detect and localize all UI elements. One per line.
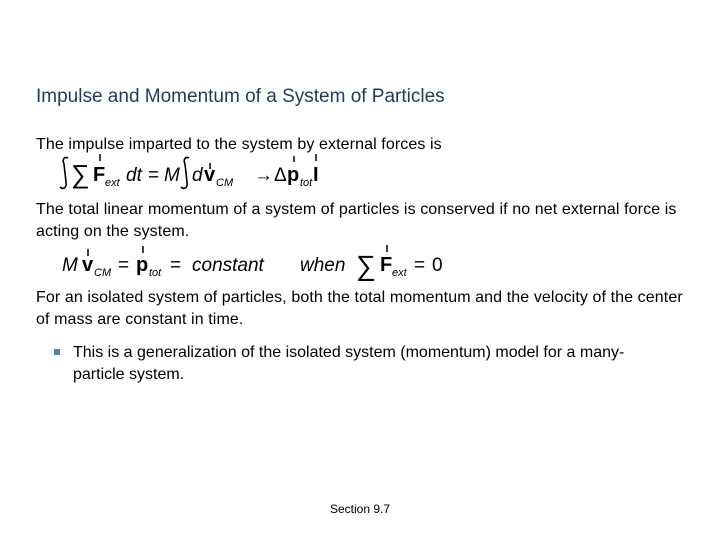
slide-title: Impulse and Momentum of a System of Particles: [36, 86, 445, 107]
bullet-item: [54, 342, 674, 386]
sum-sign: ∑: [71, 159, 90, 189]
mass-symbol: M: [62, 255, 78, 276]
impulse-statement: The impulse imparted to the system by external forces is: [36, 136, 442, 153]
integral-sign: [60, 157, 68, 188]
isolated-system-statement: For an isolated system of particles, both the total momentum and the velocity of the center of mass are constant in time.: [36, 289, 683, 328]
velocity-symbol: v: [204, 164, 216, 186]
zero-value: 0: [432, 255, 443, 276]
equals-sign-2: =: [170, 255, 182, 276]
conservation-equation: [60, 242, 460, 282]
dt-symbol: dt: [126, 165, 142, 186]
bullet-square-icon: [54, 349, 60, 355]
force-symbol: F: [93, 164, 106, 186]
cm-subscript: CM: [94, 267, 112, 279]
section-footer: Section 9.7: [329, 502, 391, 516]
impulse-symbol: I: [313, 164, 319, 186]
momentum-symbol: p: [287, 164, 300, 186]
momentum-symbol: p: [136, 254, 149, 276]
ext-subscript: ext: [105, 177, 120, 189]
mass-symbol: M: [164, 165, 180, 186]
constant-word: constant: [192, 255, 264, 276]
d-symbol: d: [192, 165, 203, 186]
equals-sign-1: =: [148, 165, 160, 186]
delta-symbol: Δ: [274, 165, 287, 186]
equals-sign-1: =: [118, 255, 130, 276]
equals-sign-3: =: [414, 255, 426, 276]
tot-subscript: tot: [149, 267, 162, 279]
conservation-statement: The total linear momentum of a system of particles is conserved if no net external force is acting on the system.: [36, 201, 677, 240]
bullet-text: This is a generalization of the isolated system (momentum) model for a many-particle system.: [73, 344, 625, 383]
sum-sign: ∑: [356, 250, 376, 281]
impulse-equation: [58, 152, 358, 192]
arrow-symbol: →: [254, 165, 273, 186]
cm-subscript: CM: [216, 177, 234, 189]
tot-subscript: tot: [300, 177, 313, 189]
force-symbol: F: [380, 254, 393, 276]
ext-subscript: ext: [392, 267, 407, 279]
velocity-symbol: v: [82, 254, 94, 276]
integral-sign-2: [181, 157, 189, 188]
when-word: when: [300, 255, 346, 276]
